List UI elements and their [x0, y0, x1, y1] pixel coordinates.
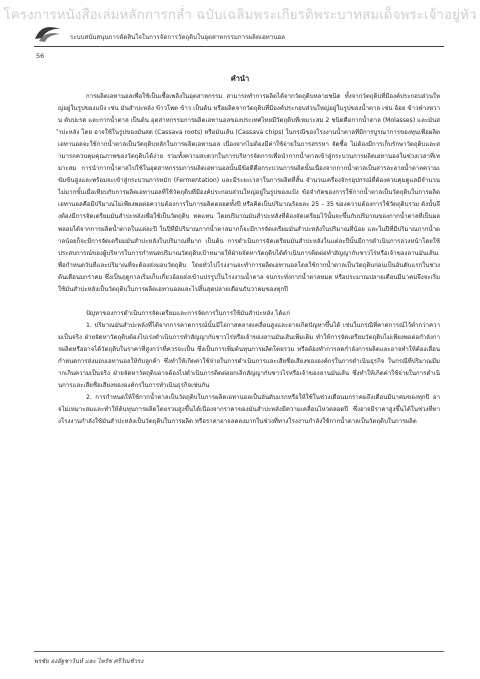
- page-number: 56: [36, 52, 45, 60]
- paragraph-problems-heading: ปัญหาของการดำเนินการจัดเตรียมและการจัดการในการใช้มันสำปะหลัง ได้แก่: [86, 309, 290, 317]
- header-divider: [34, 46, 444, 47]
- watermark-text: โครงการหนังสือเล่มหลักการกล่ำ ฉบับเฉลิมพระเกียรติพระบาทสมเด็จพระเจ้าอยู่หัว: [3, 7, 477, 23]
- section-title: คำนำ: [230, 74, 250, 83]
- paragraph-problem-1: 1. ปริมาณมันสำปะหลังที่ได้จากการคาดการณ์นั้นมีโอกาสคลาดเคลื่อนสูงและอาจเกิดปัญหาขึ้นได้ เช่นในกรณีที่คาดการณ์ไว้ต่ำกว่าความเป็นจริง ฝ่ายจัดหาวัตถุดิบต้องไปเร่งดำเนินการทำสัญญากับชาวไร่หรือเจ้าของลานมันเส้นเพิ่มเติม ทำให้การจัดเตรียมวัตถุดิบไม่เพียงพอต่อกำลังการผลิตหรืออาจได้วัตถุดิบในราคาที่สูงกว่าที่ควรจะเป็น ซึ่งเป็นการเพิ่มต้นทุนการผลิตโดยรวม หรือต้องทำการลดกำลังการผลิตและอาจทำให้ต้องเลื่อนกำหนดการส่งมอบเอทานอลให้กับลูกค้า ซึ่งทำให้เกิดค่าใช้จ่ายในการดำเนินการและเสียชื่อเสียงขององค์กรในการดำเนินธุรกิจ ในกรณีที่ปริมาณมีมากเกินความเป็นจริง ฝ่ายจัดหาวัตถุดิบอาจต้องไปดำเนินการติดต่อยกเลิกสัญญากับชาวไร่หรือเจ้าของลานมันเส้น ซึ่งทำให้เกิดค่าใช้จ่ายในการดำเนินการและเสียชื่อเสียงขององค์กรในการทำเนินธุรกิจเช่นกัน: [58, 321, 440, 390]
- footer-divider: [34, 651, 444, 652]
- running-header-title: ระบบสนับสนุนการตัดสินใจในการจัดการวัตถุดิบในอุตสาหกรรมการผลิตเอทานอล: [70, 34, 285, 41]
- footer-author: พรชัย องอัฐชาวันห์ และ ไพรัช ศรีวัณชัวรง: [34, 658, 144, 665]
- paragraph-intro: การผลิตเอทานอลเพื่อใช้เป็นเชื้อเพลิงในอุตสาหกรรม สามารถทำการผลิตได้จากวัตถุดิบหลายชนิด ทั้งจากวัตถุดิบที่มีองค์ประกอบส่วนใหญ่อยู่ในรูปของแป้ง เช่น มันสำปะหลัง ข้าวโพด ข้าว เป็นต้น หรือผลิตจากวัตถุดิบที่มีองค์ประกอบส่วนใหญ่อยู่ในรูปของน้ำตาล เช่น อ้อย ข้าวฟ่างหวาน ตับปะรด และกากน้ำตาล เป็นต้น อุตสาหกรรมการผลิตเอทานอลของประเทศไทยมีวัตถุดิบที่เหมาะสม 2 ชนิดคือกากน้ำตาล (Molasses) และมันสำปะหลัง โดย อาจใช้ในรูปของมันสด (Cassava roots) หรือมันเส้น (Cassava chips) ในกรณีของโรงงานน้ำตาลที่มีการบูรณาการของทุนเพื่อผลิตเอทานอลจะใช้กากน้ำตาลเป็นวัตถุดิบหลักในการผลิตเอทานอล เนื่องจากไม่ต้องมีค่าใช้จ่ายในการสรรหา จัดซื้อ ไม่ต้องมีการเก็บรักษาวัตถุดิบและสามารถควบคุมคุณภาพของวัตถุดิบได้ง่าย รวมทั้งความสะดวกในการบริหารจัดการเพื่อนำกากน้ำตาลเข้าสู่กระบวนการผลิตเอทานอลในช่วงเวลาที่เหมาะสม การนำกากน้ำตาลไปใช้ในอุตสาหกรรมการผลิตเอทานอลนั้นมีข้อดีคือกระบวนการผลิตนั้นเนื่องจากกากน้ำตาลเป็นสารละลายน้ำตาลความเข้มข้นสูงและพร้อมจะเข้าสู่กระบวนการหมัก (Fermentation) และมีระยะเวลาในการผลิตที่สั้น จำนวนเครื่องจักรอุปกรณ์ที่ต้องควบคุมดูแลมีจำนวนไม่มากขั้นเมื่อเทียบกับการผลิตเอทานอลที่ใช้วัตถุดิบที่มีองค์ประกอบส่วนใหญ่อยู่ในรูปของแป้ง ข้อจำกัดของการใช้กากน้ำตาลเป็นวัตถุดิบในการผลิตเอทานอลคือมีปริมาณไม่เพียงพอต่อความต้องการในการผลิตตลอดทั้งปี หรือคิดเป็นปริมาณร้อยละ 25 – 35 ของความต้องการใช้วัตถุดิบรวม ดังนั้นจึงต้องมีการจัดเตรียมมันสำปะหลังเพื่อใช้เป็นวัตถุดิบ ทดแทน โดยปริมาณมันสำปะหลังที่ต้องจัดเตรียมไว้นั้นจะขึ้นกับปริมาณของกากน้ำตาลที่เป็นผลพลอยได้จากการผลิตน้ำตาลในแต่ละปี ในปีที่มีปริมาณกากน้ำตาลมากก็จะมีการจัดเตรียมมันสำปะหลังในปริมาณที่น้อย และในปีที่มีปริมาณกากน้ำตาลน้อยก็จะมีการจัดเตรียมมันสำปะหลังในปริมาณที่มาก เป็นต้น การดำเนินการจัดเตรียมมันสำปะหลังในแต่ละปีนั้นมีการดำเนินการล่วงหน้าโดยใช้ประสบการณ์ของผู้บริหารในการกำหนดปริมาณวัตถุดิบเป้าหมายให้ฝ่ายจัดหาวัตถุดิบได้ดำเนินการติดต่อทำสัญญากับชาวไร่หรือเจ้าของลานมันเส้นเพื่อกำหนดวันที่และปริมาณที่จะต้องส่งมอบวัตถุดิบ โดยทั่วไปโรงงานจะทำการผลิตเอทานอลโดยใช้กากน้ำตาลเป็นวัตถุดิบก่อนเป็นอันดับแรกในช่วงต้นเดือนมกราคม ซึ่งเป็นฤดูกาลเริ่มเก็บเกี่ยวอ้อยส่งเข้าแปรรูปในโรงงานน้ำตาล จนกระทั่งกากน้ำตาลหมด หรือประมาณปลายเดือนมีนาคมจึงจะเริ่มใช้มันสำปะหลังเป็นวัตถุดิบในการผลิตเอทานอลและไปสิ้นสุดปลายเดือนธันวาคมของทุกปี: [58, 93, 440, 293]
- paragraph-problem-2: 2. การกำหนดให้ใช้กากน้ำตาลเป็นวัตถุดิบในการผลิตเอทานอลเป็นอันดับแรกหรือให้ใช้ในช่วงเดือนมกราคมถึงเดือนมีนาคมของทุกปี อาจไม่เหมาะสมและทำให้ต้นทุนการผลิตโดยรวมสูงขึ้นได้เนื่องจากราคาของมันสำปะหลังมีความเคลื่อนไหวตลอดปี ซึ่งอาจมีราคาสูงขึ้นได้ในช่วงที่ทางโรงงานกำลังใช้มันสำปะหลังเป็นวัตถุดิบในการผลิต หรือราคาอาจลดลงมากในช่วงที่ทางโรงงานกำลังใช้กากน้ำตาลเป็นวัตถุดิบในการผลิต: [58, 394, 440, 426]
- institution-logo-icon: [34, 24, 62, 44]
- body-text: [58, 91, 440, 428]
